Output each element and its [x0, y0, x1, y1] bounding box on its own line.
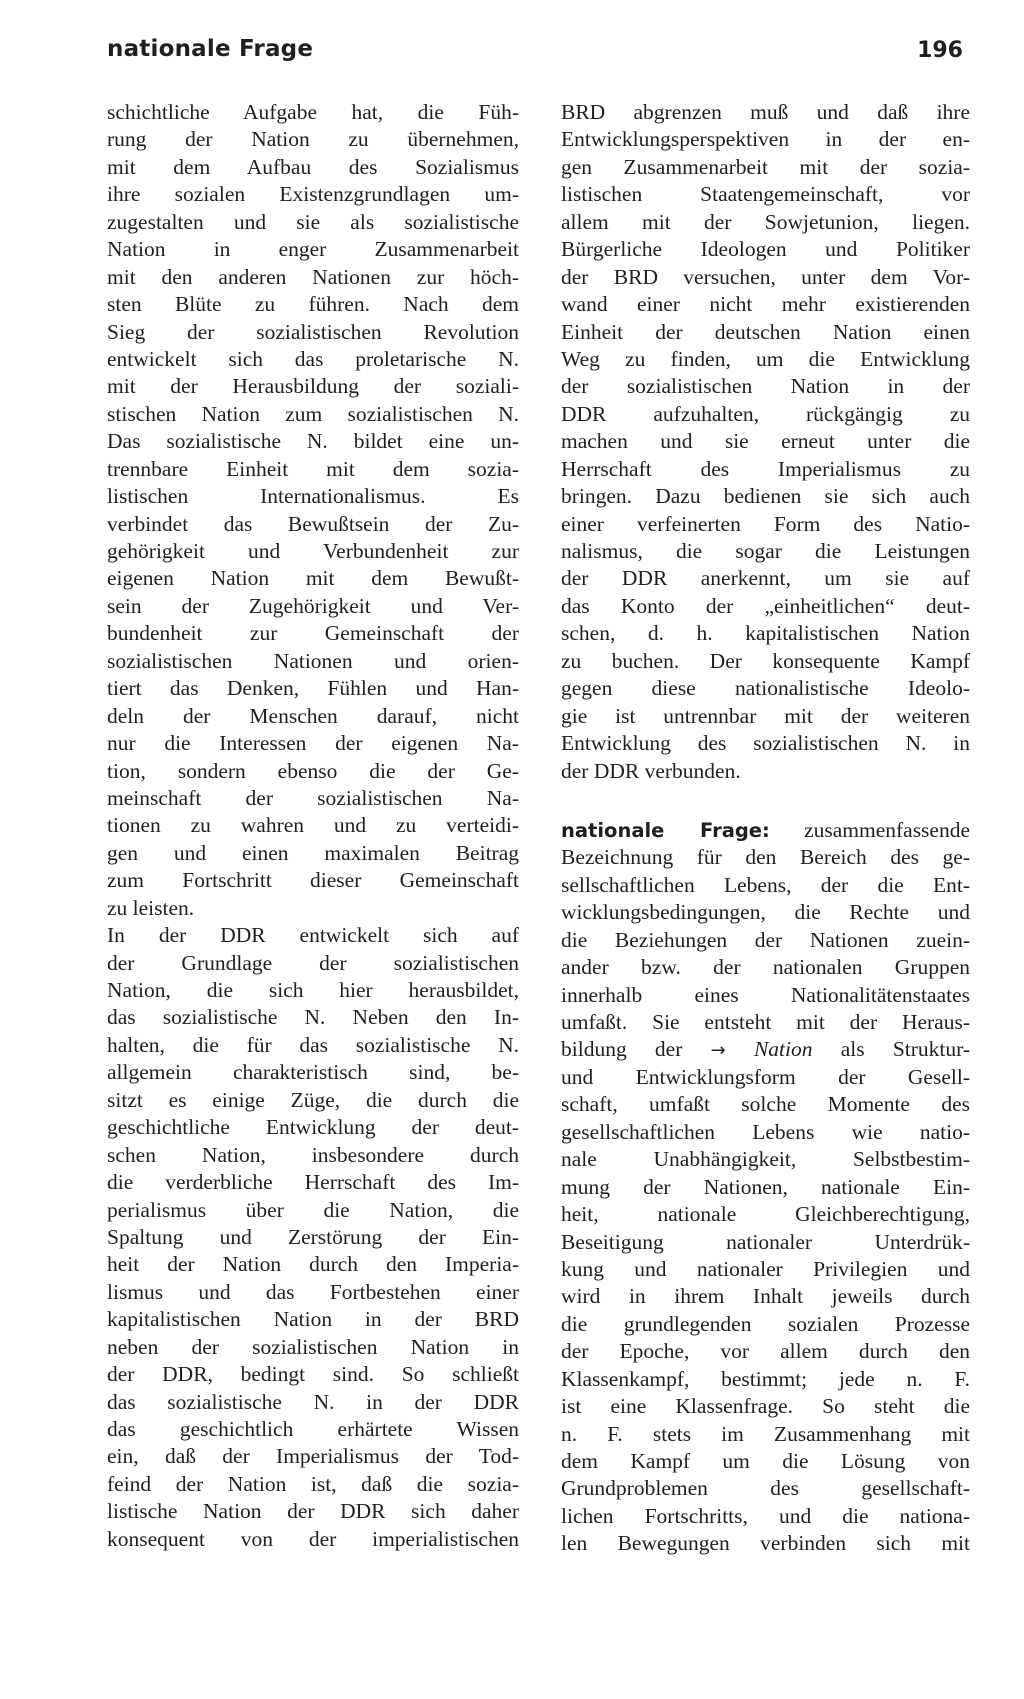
text-line: neben der sozialistischen Nation in [107, 1334, 519, 1359]
text-line: Sieg der sozialistischen Revolution [107, 319, 519, 344]
text-line: sozialistischen Nationen und orien- [107, 648, 519, 673]
text-line: allem mit der Sowjetunion, liegen. [561, 209, 970, 234]
text-line: lismus und das Fortbestehen einer [107, 1279, 519, 1304]
text-line: zugestalten und sie als sozialistische [107, 209, 519, 234]
text-line: Entwicklung des sozialistischen N. in [561, 731, 970, 756]
text-line: ander bzw. der nationalen Gruppen [561, 955, 970, 980]
text-line: feind der Nation ist, daß die sozia- [107, 1471, 519, 1496]
text-line: innerhalb eines Nationalitätenstaates [561, 982, 970, 1007]
text-line: gen und einen maximalen Beitrag [107, 840, 519, 865]
text-line: und Entwicklungsform der Gesell- [561, 1064, 970, 1089]
text-line: ihre sozialen Existenzgrundlagen um- [107, 182, 519, 207]
text-line: Nation in enger Zusammenarbeit [107, 237, 519, 262]
text-line: der DDR verbunden. [561, 758, 741, 783]
text-line: Einheit der deutschen Nation einen [561, 319, 970, 344]
text-line: entwickelt sich das proletarische N. [107, 346, 519, 371]
text-line: Weg zu finden, um die Entwicklung [561, 346, 970, 371]
text-line: Grundproblemen des gesellschaft- [561, 1476, 970, 1501]
entry-first-line-text: zusammenfassende [804, 817, 971, 842]
text-line: allgemein charakteristisch sind, be- [107, 1060, 519, 1085]
text-line: zum Fortschritt dieser Gemeinschaft [107, 868, 519, 893]
text-line: das sozialistische N. in der DDR [107, 1389, 519, 1414]
text-line: sellschaftlichen Lebens, der die Ent- [561, 872, 970, 897]
text-line: heit der Nation durch den Imperia- [107, 1252, 519, 1277]
text-line: gesellschaftlichen Lebens wie natio- [561, 1119, 970, 1144]
text-line: lichen Fortschritts, und die nationa- [561, 1503, 970, 1528]
text-line: mit den anderen Nationen zur höch- [107, 264, 519, 289]
text-line: tionen zu wahren und zu verteidi- [107, 813, 519, 838]
text-line: Herrschaft des Imperialismus zu [561, 456, 970, 481]
text-line: Das sozialistische N. bildet eine un- [107, 429, 519, 454]
text-line: der DDR, bedingt sind. So schließt [107, 1362, 519, 1387]
text-line: perialismus über die Nation, die [107, 1197, 519, 1222]
text-line: nalismus, die sogar die Leistungen [561, 539, 970, 563]
text-line: wicklungsbedingungen, die Rechte und [561, 900, 970, 925]
text-line: n. F. stets im Zusammenhang mit [561, 1421, 970, 1446]
text-line: sitzt es einige Züge, die durch die [107, 1087, 519, 1112]
text-line: tion, sondern ebenso die der Ge- [107, 758, 519, 783]
text-line: wand einer nicht mehr existierenden [561, 292, 970, 317]
text-line: schichtliche Aufgabe hat, die Füh- [107, 100, 519, 124]
entry-spacing [561, 785, 970, 817]
text-line: eigenen Nation mit dem Bewußt- [107, 566, 519, 591]
text-line: schen, d. h. kapitalistischen Nation [561, 621, 970, 646]
text-line: DDR aufzuhalten, rückgängig zu [561, 401, 970, 426]
cross-reference-link[interactable]: Nation [753, 1037, 813, 1062]
entry-first-line [561, 817, 970, 844]
text-line: bundenheit zur Gemeinschaft der [107, 621, 519, 646]
text-line: bringen. Dazu bedienen sie sich auch [561, 484, 970, 509]
text-line: Beseitigung nationaler Unterdrük- [561, 1229, 970, 1254]
text-line: gegen diese nationalistische Ideolo- [561, 676, 970, 701]
text-line: meinschaft der sozialistischen Na- [107, 785, 519, 810]
text-line: der BRD versuchen, unter dem Vor- [561, 264, 970, 289]
page-number: 196 [917, 38, 963, 63]
text-line: mit der Herausbildung der soziali- [107, 374, 519, 399]
text-line: schen Nation, insbesondere durch [107, 1142, 519, 1167]
text-line: wird in ihrem Inhalt jeweils durch [561, 1284, 970, 1309]
text-line: mung der Nationen, nationale Ein- [561, 1174, 970, 1199]
text-line: der sozialistischen Nation in der [561, 374, 970, 399]
text-line: Bezeichnung für den Bereich des ge- [561, 845, 970, 870]
text-line: listische Nation der DDR sich daher [107, 1499, 519, 1524]
text-line: machen und sie erneut unter die [561, 429, 970, 454]
text-line: einer verfeinerten Form des Natio- [561, 511, 970, 536]
text-line: die grundlegenden sozialen Prozesse [561, 1311, 970, 1336]
text-line: In der DDR entwickelt sich auf [107, 923, 519, 948]
text-line: sten Blüte zu führen. Nach dem [107, 292, 519, 317]
text-line: trennbare Einheit mit dem sozia- [107, 456, 519, 481]
text-line: Bürgerliche Ideologen und Politiker [561, 237, 970, 262]
text-line: konsequent von der imperialistischen [107, 1526, 519, 1551]
text-line: heit, nationale Gleichberechtigung, [561, 1202, 970, 1227]
text-line: len Bewegungen verbinden sich mit [561, 1531, 970, 1556]
text-line: das Konto der „einheitlichen“ deut- [561, 593, 970, 618]
text-line: listischen Internationalismus. Es [107, 484, 519, 509]
text-line: umfaßt. Sie entsteht mit der Heraus- [561, 1010, 970, 1034]
xref-line-before: bildung der [561, 1037, 683, 1062]
page-header [0, 0, 1024, 80]
running-head: nationale Frage [107, 36, 314, 62]
entry-term: nationale Frage: [561, 818, 770, 842]
right-column [561, 99, 970, 1558]
dictionary-entry-nationale-frage [561, 817, 970, 1558]
text-line: gehörigkeit und Verbundenheit zur [107, 539, 519, 563]
text-line: nur die Interessen der eigenen Na- [107, 731, 519, 756]
text-line: geschichtliche Entwicklung der deut- [107, 1115, 519, 1140]
text-line: BRD abgrenzen muß und daß ihre [561, 100, 970, 124]
cross-reference-arrow-icon: → [710, 1040, 726, 1062]
text-line: Spaltung und Zerstörung der Ein- [107, 1224, 519, 1249]
xref-line-after: als Struktur- [840, 1037, 971, 1062]
text-line: das sozialistische N. Neben den In- [107, 1005, 519, 1030]
text-line: Nation, die sich hier herausbildet, [107, 978, 519, 1002]
text-line: dem Kampf um die Lösung von [561, 1449, 970, 1473]
text-line: deln der Menschen darauf, nicht [107, 703, 519, 728]
text-line: verbindet das Bewußtsein der Zu- [107, 511, 519, 536]
text-line: halten, die für das sozialistische N. [107, 1032, 519, 1057]
text-line: kapitalistischen Nation in der BRD [107, 1307, 519, 1332]
text-line: sein der Zugehörigkeit und Ver- [107, 593, 519, 618]
text-line: die verderbliche Herrschaft des Im- [107, 1170, 519, 1195]
text-line: tiert das Denken, Fühlen und Han- [107, 676, 519, 701]
text-line: nale Unabhängigkeit, Selbstbestim- [561, 1147, 970, 1172]
text-line: gen Zusammenarbeit mit der sozia- [561, 154, 970, 179]
text-line: zu leisten. [107, 895, 195, 920]
text-line: das geschichtlich erhärtete Wissen [107, 1417, 519, 1441]
text-line: gie ist untrennbar mit der weiteren [561, 703, 970, 728]
text-line: listischen Staatengemeinschaft, vor [561, 182, 970, 207]
text-line: der Epoche, vor allem durch den [561, 1339, 970, 1364]
text-line: zu buchen. Der konsequente Kampf [561, 648, 970, 673]
text-line: rung der Nation zu übernehmen, [107, 127, 519, 152]
cross-reference-line [561, 1036, 970, 1063]
left-column [107, 99, 519, 1553]
text-line: mit dem Aufbau des Sozialismus [107, 154, 519, 179]
text-line: der DDR anerkennt, um sie auf [561, 566, 970, 591]
continued-entry-text [561, 99, 970, 785]
text-line: ist eine Klassenfrage. So steht die [561, 1394, 970, 1419]
text-line: der Grundlage der sozialistischen [107, 950, 519, 975]
text-line: Klassenkampf, bestimmt; jede n. F. [561, 1366, 970, 1391]
text-line: schaft, umfaßt solche Momente des [561, 1092, 970, 1117]
text-line: Entwicklungsperspektiven in der en- [561, 127, 970, 152]
text-line: die Beziehungen der Nationen zuein- [561, 927, 970, 952]
text-line: kung und nationaler Privilegien und [561, 1256, 970, 1281]
text-line: stischen Nation zum sozialistischen N. [107, 401, 519, 426]
text-line: ein, daß der Imperialismus der Tod- [107, 1444, 519, 1469]
